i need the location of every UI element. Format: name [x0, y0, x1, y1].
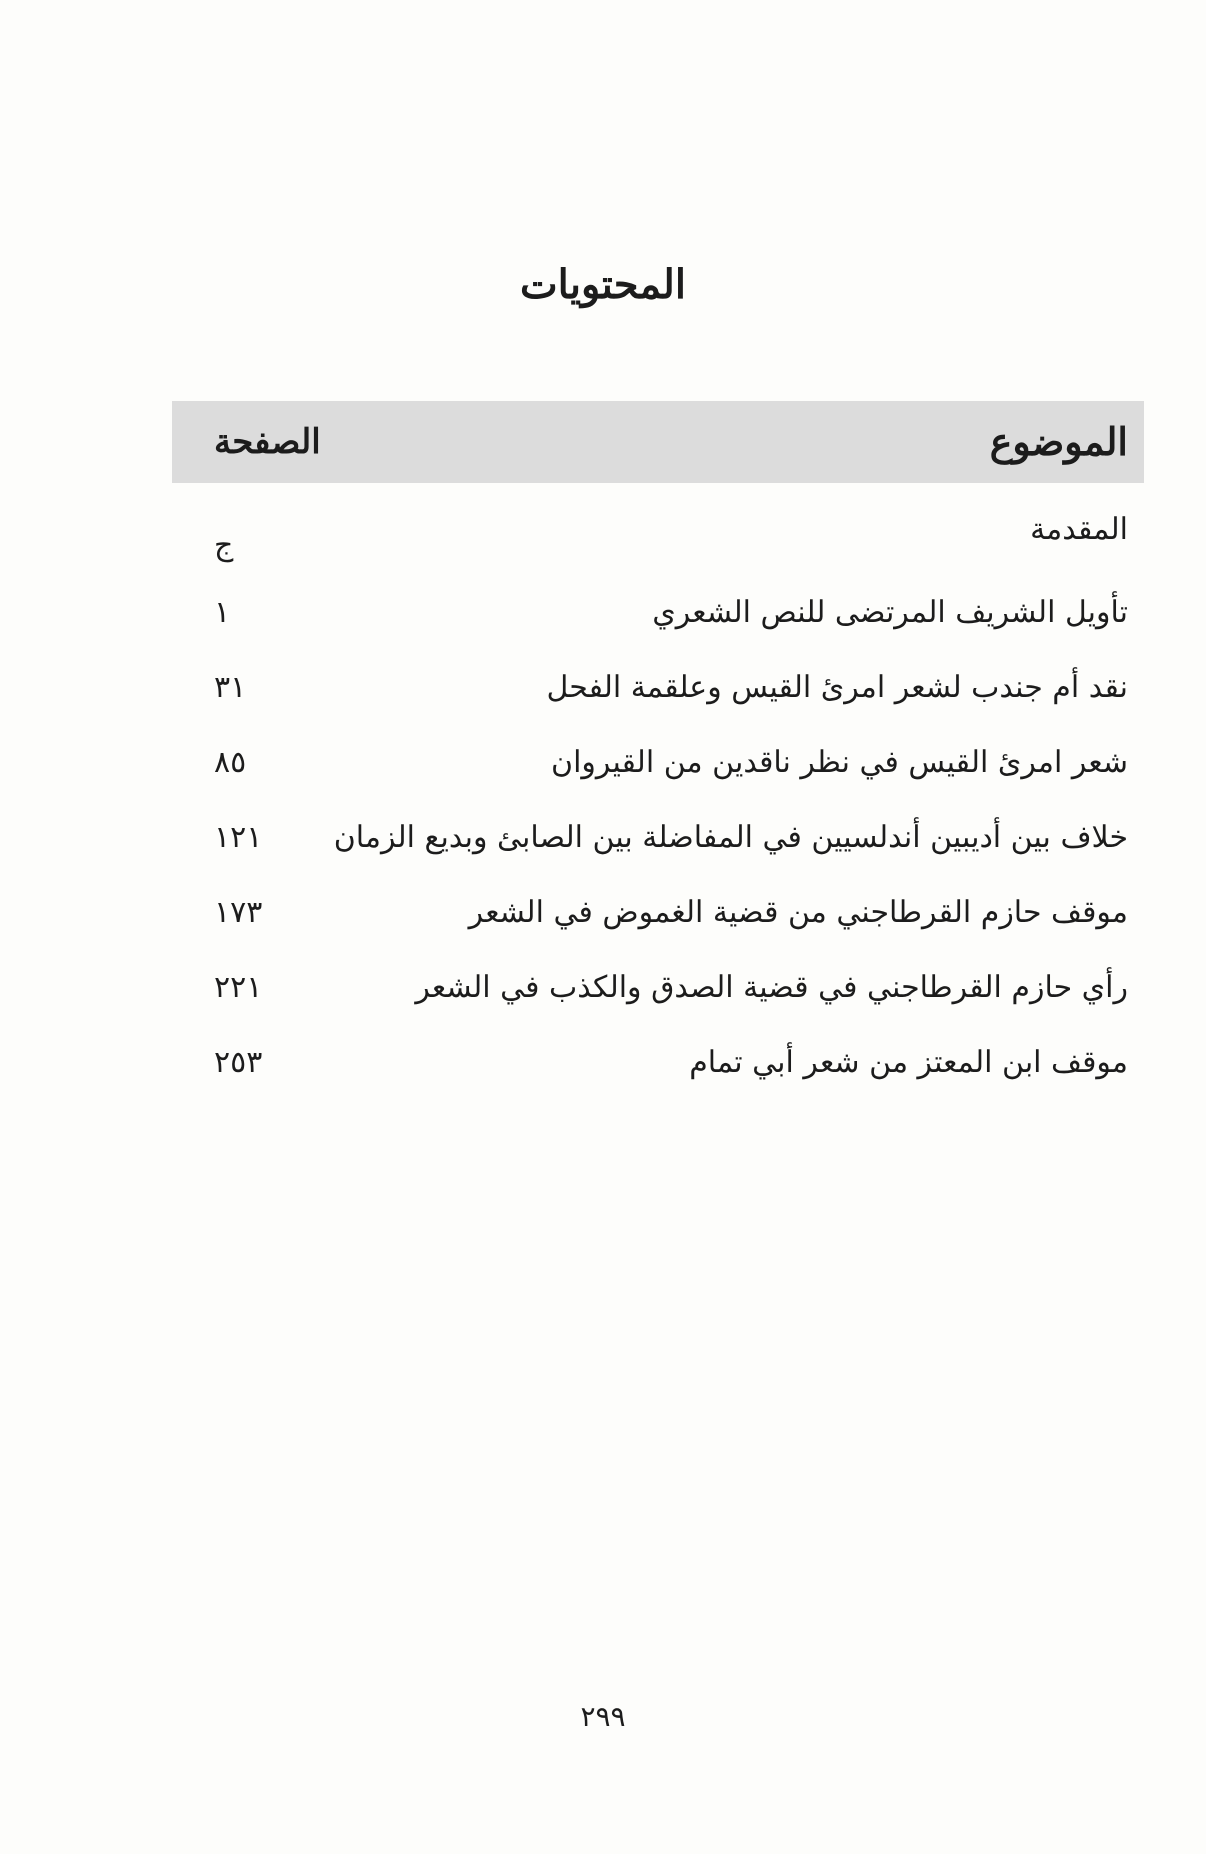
toc-entry — [172, 500, 1144, 575]
page-title: المحتويات — [520, 261, 686, 308]
toc-entry-page: ٢٢١ — [214, 970, 263, 1005]
toc-entry-page: ٢٥٣ — [214, 1045, 263, 1080]
toc-entry-topic: المقدمة — [1030, 512, 1128, 547]
toc-entry — [172, 725, 1144, 800]
page-column-header: الصفحة — [214, 422, 321, 462]
toc-entry — [172, 650, 1144, 725]
toc-entry-topic: تأويل الشريف المرتضى للنص الشعري — [652, 595, 1128, 630]
toc-entry-topic: شعر امرئ القيس في نظر ناقدين من القيروان — [551, 745, 1128, 780]
toc-entry-topic: نقد أم جندب لشعر امرئ القيس وعلقمة الفحل — [546, 670, 1128, 705]
toc-header — [172, 401, 1144, 483]
toc-entry-page: ١٢١ — [214, 820, 263, 855]
toc-entry-page: ج — [214, 528, 234, 563]
toc-entry-page: ١٧٣ — [214, 895, 263, 930]
toc-entry — [172, 1025, 1144, 1100]
toc-entry — [172, 575, 1144, 650]
toc-entry-topic: موقف ابن المعتز من شعر أبي تمام — [689, 1045, 1128, 1080]
page-number: ٢٩٩ — [580, 1700, 626, 1733]
toc-entry — [172, 950, 1144, 1025]
topic-column-header: الموضوع — [989, 419, 1128, 464]
toc-entry-page: ٨٥ — [214, 745, 247, 780]
toc-entry-page: ١ — [214, 595, 231, 630]
toc-entry-topic: خلاف بين أديبين أندلسيين في المفاضلة بين الصابئ وبديع الزمان — [333, 820, 1128, 855]
toc-entry — [172, 800, 1144, 875]
toc-entry-topic: موقف حازم القرطاجني من قضية الغموض في الشعر — [468, 895, 1128, 930]
toc-list — [172, 500, 1144, 1100]
toc-entry-page: ٣١ — [214, 670, 247, 705]
toc-entry-topic: رأي حازم القرطاجني في قضية الصدق والكذب في الشعر — [415, 970, 1128, 1005]
toc-entry — [172, 875, 1144, 950]
